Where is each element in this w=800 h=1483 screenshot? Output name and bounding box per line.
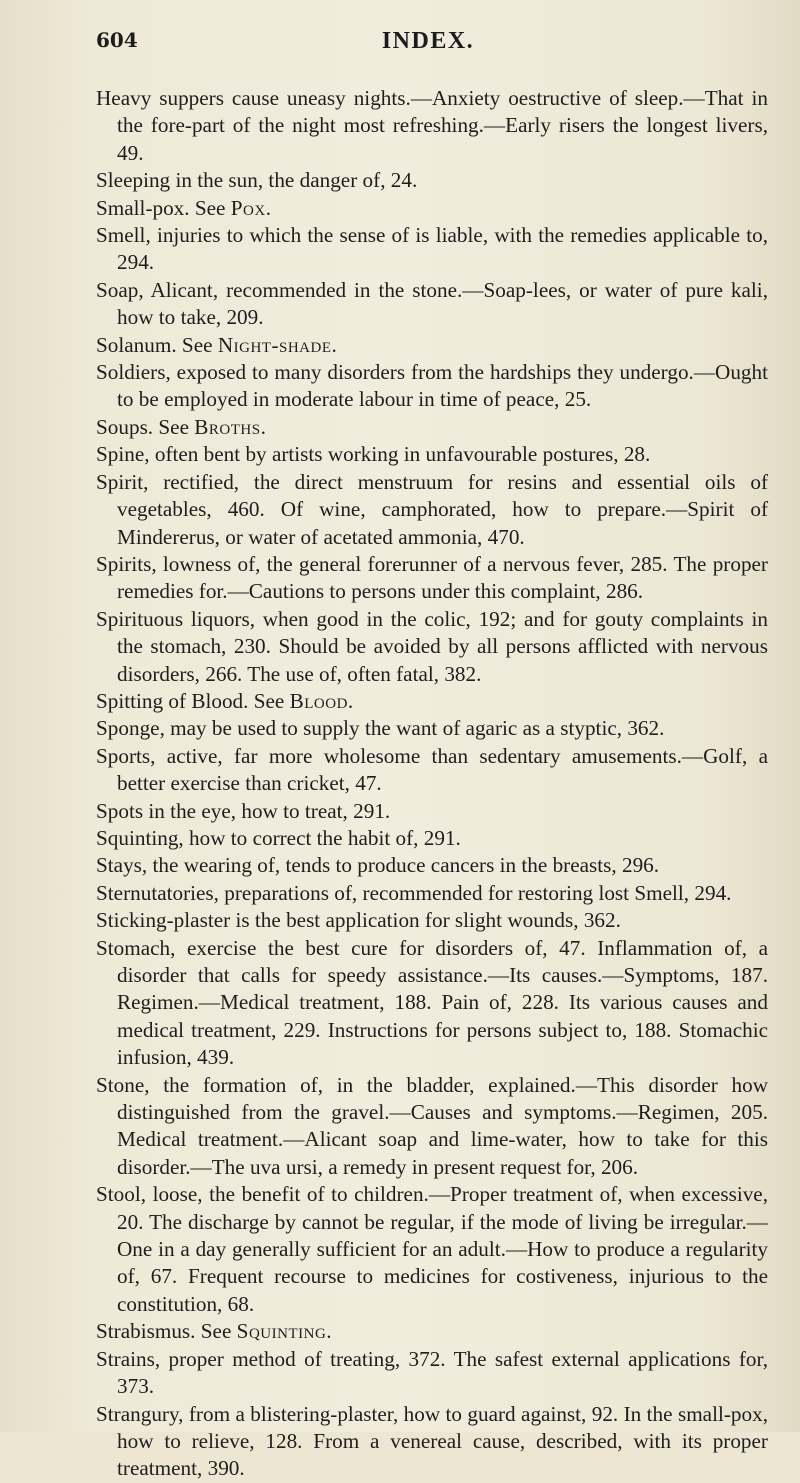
index-entry (96, 332, 768, 359)
entry-text: Stays, the wearing of, tends to produce cancers in the breasts, 296. (96, 853, 660, 878)
index-entry (96, 1346, 768, 1401)
entry-text: Spine, often bent by artists working in unfavourable postures, 28. (96, 442, 651, 467)
index-entry (96, 195, 768, 222)
index-entry (96, 606, 768, 688)
entry-text: Spirits, lowness of, the general forerunner of a nervous fever, 285. The proper remedies for.—Cautions to persons under this complaint, 286. (96, 551, 768, 604)
index-entry (96, 85, 768, 167)
entry-text: Small-pox. See (96, 195, 231, 220)
index-entry (96, 1318, 768, 1345)
index-entry (96, 825, 768, 852)
entry-text: Soldiers, exposed to many disorders from the hardships they undergo.—Ought to be employed in moderate labour in time of peace, 25. (96, 360, 768, 412)
index-entry (96, 715, 768, 742)
entry-text: Sticking-plaster is the best application for slight wounds, 362. (96, 908, 621, 933)
entry-text: Strangury, from a blistering-plaster, how to guard against, 92. In the small-pox, how to relieve, 128. From a venereal cause, described, with its proper treatment, 390. (96, 1401, 768, 1481)
index-entry (96, 167, 768, 194)
index-entry (96, 1181, 768, 1318)
page-header (96, 28, 760, 68)
entry-text: Spirituous liquors, when good in the colic, 192; and for gouty complaints in the stomach, 230. Should be avoided by all persons afflicted with nervous disorders, 266. The use of, often fatal, 382. (96, 606, 768, 686)
index-entry (96, 441, 768, 468)
entry-text: Strains, proper method of treating, 372. The safest external applications for, 373. (96, 1346, 768, 1399)
index-entry (96, 222, 768, 277)
cross-reference: Night-shade. (217, 332, 338, 357)
cross-reference: Squinting. (236, 1319, 333, 1344)
index-entry (96, 551, 768, 606)
entry-text: Sponge, may be used to supply the want of agaric as a styptic, 362. (96, 716, 665, 741)
entry-text: Spitting of Blood. See (96, 688, 290, 713)
entry-text: Spots in the eye, how to treat, 291. (96, 798, 391, 823)
index-entry (96, 907, 768, 934)
index-entry (96, 469, 768, 551)
entry-text: Soups. See (96, 414, 195, 439)
cross-reference: Blood. (289, 688, 354, 713)
entry-text: Soap, Alicant, recommended in the stone.—Soap-lees, or water of pure kali, how to take, 209. (96, 277, 768, 330)
page-number: 604 (96, 28, 138, 52)
index-entry (96, 935, 768, 1072)
entry-text: Strabismus. See (96, 1319, 237, 1344)
entry-text: Stomach, exercise the best cure for disorders of, 47. Inflammation of, a disorder that calls for speedy assistance.—Its causes.—Symptoms, 187. Regimen.—Medical treatment, 188. Pain of, 228. Its various causes and medical treatment, 229. Instructions for persons subject to, 188. Stomachic infusion, 439. (96, 935, 768, 1070)
index-entry (96, 277, 768, 332)
index-entry (96, 798, 768, 825)
entry-text: Stool, loose, the benefit of to children.—Proper treatment of, when excessive, 20. The discharge by cannot be regular, if the mode of living be irregular.—One in a day generally sufficient for an adult.—How to produce a regularity of, 67. Frequent recourse to medicines for costiveness, injurious to the constitution, 68. (96, 1182, 768, 1316)
index-entry (96, 1072, 768, 1182)
index-entries (96, 85, 768, 1483)
index-entry (96, 1401, 768, 1483)
index-entry (96, 359, 768, 414)
index-entry (96, 743, 768, 798)
entry-text: Stone, the formation of, in the bladder, explained.—This disorder how distinguished from the gravel.—Causes and symptoms.—Regimen, 205. Medical treatment.—Alicant soap and lime-water, how to take for this disorder.—The uva ursi, a remedy in present request for, 206. (96, 1072, 768, 1179)
entry-text: Spirit, rectified, the direct menstruum for resins and essential oils of vegetables, 460. Of wine, camphorated, how to prepare.—Spirit of Mindererus, or water of acetated ammonia, 470. (96, 469, 768, 549)
index-entry (96, 880, 768, 907)
index-entry (96, 688, 768, 715)
entry-text: Sleeping in the sun, the danger of, 24. (96, 168, 418, 193)
entry-text: Smell, injuries to which the sense of is liable, with the remedies applicable to, 294. (96, 223, 768, 275)
cross-reference: Pox. (230, 195, 272, 220)
cross-reference: Broths. (194, 414, 267, 439)
running-head: INDEX. (381, 28, 475, 54)
entry-text: Sternutatories, preparations of, recommended for restoring lost Smell, 294. (96, 880, 732, 905)
index-entry (96, 852, 768, 879)
entry-text: Squinting, how to correct the habit of, 291. (96, 825, 461, 850)
entry-text: Heavy suppers cause uneasy nights.—Anxiety oestructive of sleep.—That in the fore-part of the night most refreshing.—Early risers the longest livers, 49. (96, 86, 768, 165)
index-entry (96, 414, 768, 441)
entry-text: Sports, active, far more wholesome than sedentary amusements.—Golf, a better exercise than cricket, 47. (96, 743, 768, 796)
entry-text: Solanum. See (96, 332, 218, 357)
